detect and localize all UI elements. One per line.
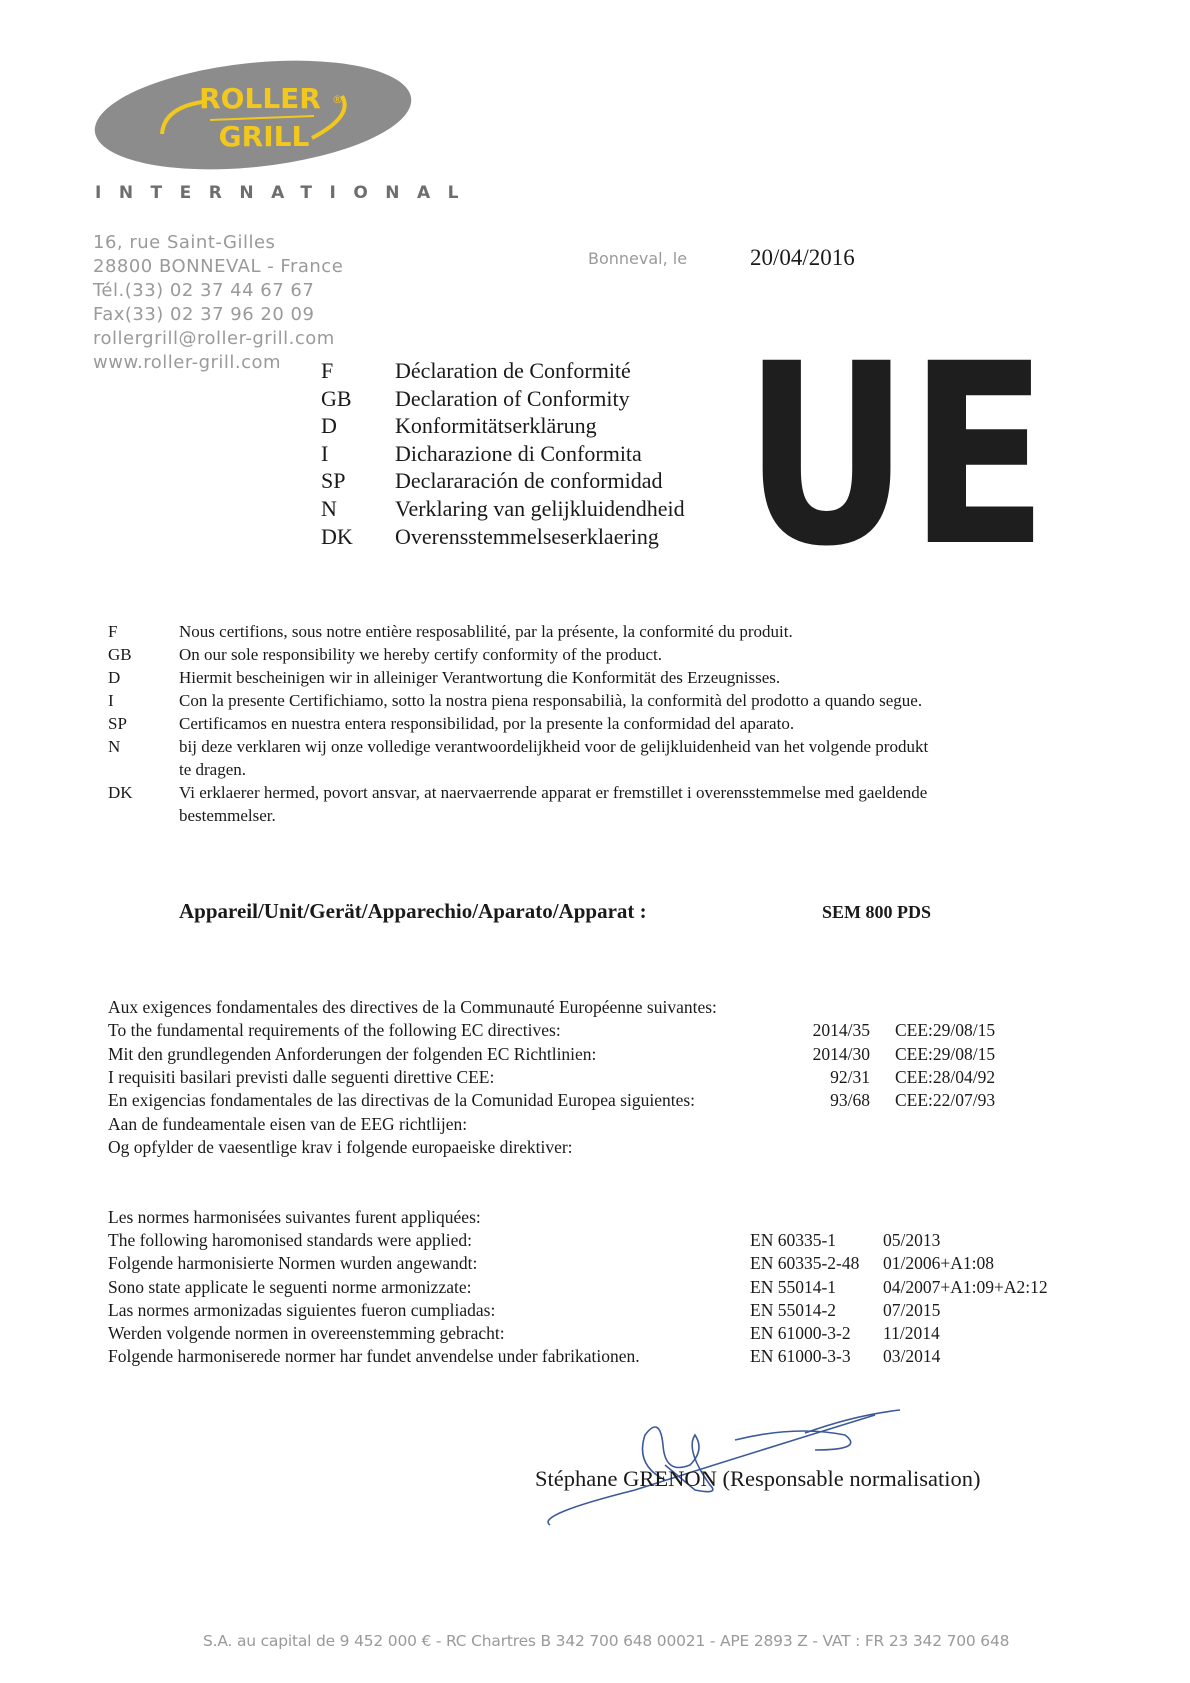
directive-text: Aan de fundeamentale eisen van de EEG richtlijen: (108, 1113, 468, 1134)
address-phone: Tél.(33) 02 37 44 67 67 (93, 280, 315, 301)
address-street: 16, rue Saint-Gilles (93, 232, 276, 253)
certification-text: Vi erklaerer hermed, povort ansvar, at naervaerrende apparat er fremstillet i overensstemmelse med gaeldende (179, 783, 928, 802)
address-website: www.roller-grill.com (93, 352, 282, 373)
unit-value: SEM 800 PDS (822, 902, 932, 922)
directive-date: CEE:29/08/15 (895, 1043, 996, 1064)
standard-code: EN 55014-2 (750, 1299, 837, 1320)
directive-number: 2014/30 (812, 1043, 870, 1064)
directive-text: En exigencias fondamentales de las directivas de la Comunidad Europea siguientes: (108, 1090, 696, 1111)
directive-date: CEE:29/08/15 (895, 1020, 996, 1041)
document-date: 20/04/2016 (750, 245, 855, 270)
directive-date: CEE:28/04/92 (895, 1066, 996, 1087)
standard-text: Las normes armonizadas siguientes fueron cumpliadas: (108, 1299, 496, 1320)
title-text: Konformitätserklärung (395, 413, 597, 439)
standard-date: 01/2006+A1:08 (883, 1253, 994, 1274)
standard-text: Sono state applicate le seguenti norme armonizzate: (108, 1276, 472, 1297)
signatory-name: Stéphane GRENON (Responsable normalisation) (535, 1466, 981, 1491)
title-text: Overensstemmelseserklaering (395, 523, 659, 549)
directive-text: Mit den grundlegenden Anforderungen der folgenden EC Richtlinien: (108, 1043, 597, 1064)
directive-text: Og opfylder de vaesentlige krav i folgende europaeiske direktiver: (108, 1136, 573, 1157)
certification-text: bij deze verklaren wij onze volledige verantwoordelijkheid voor de gelijkluidenheid van het volgende produkt (179, 737, 929, 756)
ue-mark (742, 310, 1052, 601)
address-email: rollergrill@roller-grill.com (93, 328, 335, 349)
certification-text: te dragen. (179, 760, 247, 779)
certification-lang-code: SP (108, 714, 127, 733)
directive-number: 93/68 (830, 1090, 870, 1111)
certification-lang-code: D (108, 668, 121, 687)
standard-text: Les normes harmonisées suivantes furent appliquées: (108, 1207, 481, 1227)
title-text: Déclaration de Conformité (395, 358, 631, 383)
standard-date: 07/2015 (883, 1299, 941, 1320)
standard-code: EN 60335-1 (750, 1230, 837, 1251)
handwritten-signature (545, 1395, 915, 1535)
directive-text: Aux exigences fondamentales des directives de la Communauté Européenne suivantes: (108, 997, 717, 1017)
standard-code: EN 60335-2-48 (750, 1253, 860, 1274)
address-city: 28800 BONNEVAL - France (93, 256, 344, 277)
certification-lang-code: DK (108, 783, 133, 802)
standard-date: 11/2014 (883, 1323, 940, 1343)
company-address (93, 231, 343, 375)
standard-date: 05/2013 (883, 1230, 941, 1251)
certification-text: Certificamos en nuestra entera responsibilidad, por la presente la conformidad del aparato. (179, 714, 795, 733)
standard-code: EN 61000-3-2 (750, 1323, 851, 1343)
title-lang-code: DK (321, 523, 353, 549)
title-text: Declararación de conformidad (395, 468, 663, 494)
title-lang-code: GB (321, 385, 352, 411)
certification-text: Nous certifions, sous notre entière resposablilité, par la présente, la conformité du produit. (179, 622, 793, 641)
standard-text: Folgende harmonisierte Normen wurden angewandt: (108, 1253, 478, 1274)
certification-lang-code: N (108, 737, 121, 756)
certification-lang-code: I (108, 691, 114, 710)
logo-ellipse (89, 47, 416, 184)
standard-code: EN 61000-3-3 (750, 1346, 851, 1367)
logo-line2: GRILL (218, 120, 310, 153)
address-fax: Fax(33) 02 37 96 20 09 (93, 304, 315, 325)
directive-text: To the fundamental requirements of the following EC directives: (108, 1020, 561, 1041)
directive-date: CEE:22/07/93 (895, 1090, 996, 1111)
directive-number: 2014/35 (812, 1020, 870, 1041)
certification-text: On our sole responsibility we hereby certify conformity of the product. (179, 645, 662, 664)
roller-grill-logo (92, 58, 414, 172)
ue-mark-text: UE (744, 310, 1048, 601)
standard-text: The following haromonised standards were applied: (108, 1230, 472, 1251)
logo-line1: ROLLER (199, 82, 321, 115)
standard-date: 04/2007+A1:09+A2:12 (883, 1276, 1048, 1297)
directive-number: 92/31 (830, 1066, 870, 1087)
title-text: Dicharazione di Conformita (395, 440, 642, 466)
logo-subtitle: INTERNATIONAL (95, 183, 477, 203)
certification-text: bestemmelser. (179, 806, 276, 825)
title-lang-code: F (321, 358, 334, 383)
certification-lang-code: F (108, 622, 118, 641)
title-text: Verklaring van gelijkluidendheid (395, 496, 685, 521)
standard-text: Werden volgende normen in overeenstemming gebracht: (108, 1323, 505, 1343)
company-legal-footer: S.A. au capital de 9 452 000 € - RC Chartres B 342 700 648 00021 - APE 2893 Z - VAT : FR 23 342 700 648 (203, 1632, 1010, 1650)
certification-text: Con la presente Certifichiamo, sotto la nostra piena responsabilià, la conformità del prodotto a quando segue. (179, 691, 923, 710)
title-lang-code: N (321, 496, 337, 521)
title-lang-code: SP (321, 468, 346, 494)
title-text: Declaration of Conformity (395, 385, 630, 411)
place-label: Bonneval, le (588, 249, 688, 268)
title-lang-code: D (321, 413, 337, 439)
directive-text: I requisiti basilari previsti dalle seguenti direttive CEE: (108, 1066, 495, 1087)
title-lang-code: I (321, 440, 329, 466)
standard-code: EN 55014-1 (750, 1276, 837, 1297)
standard-text: Folgende harmoniserede normer har fundet anvendelse under fabrikationen. (108, 1346, 640, 1367)
certification-lang-code: GB (108, 645, 132, 664)
unit-label: Appareil/Unit/Gerät/Apparechio/Aparato/Apparat : (179, 899, 647, 923)
certification-text: Hiermit bescheinigen wir in alleiniger Verantwortung die Konformität des Erzeugnisses. (179, 668, 781, 687)
standard-date: 03/2014 (883, 1346, 941, 1367)
logo-registered: ® (332, 93, 343, 106)
